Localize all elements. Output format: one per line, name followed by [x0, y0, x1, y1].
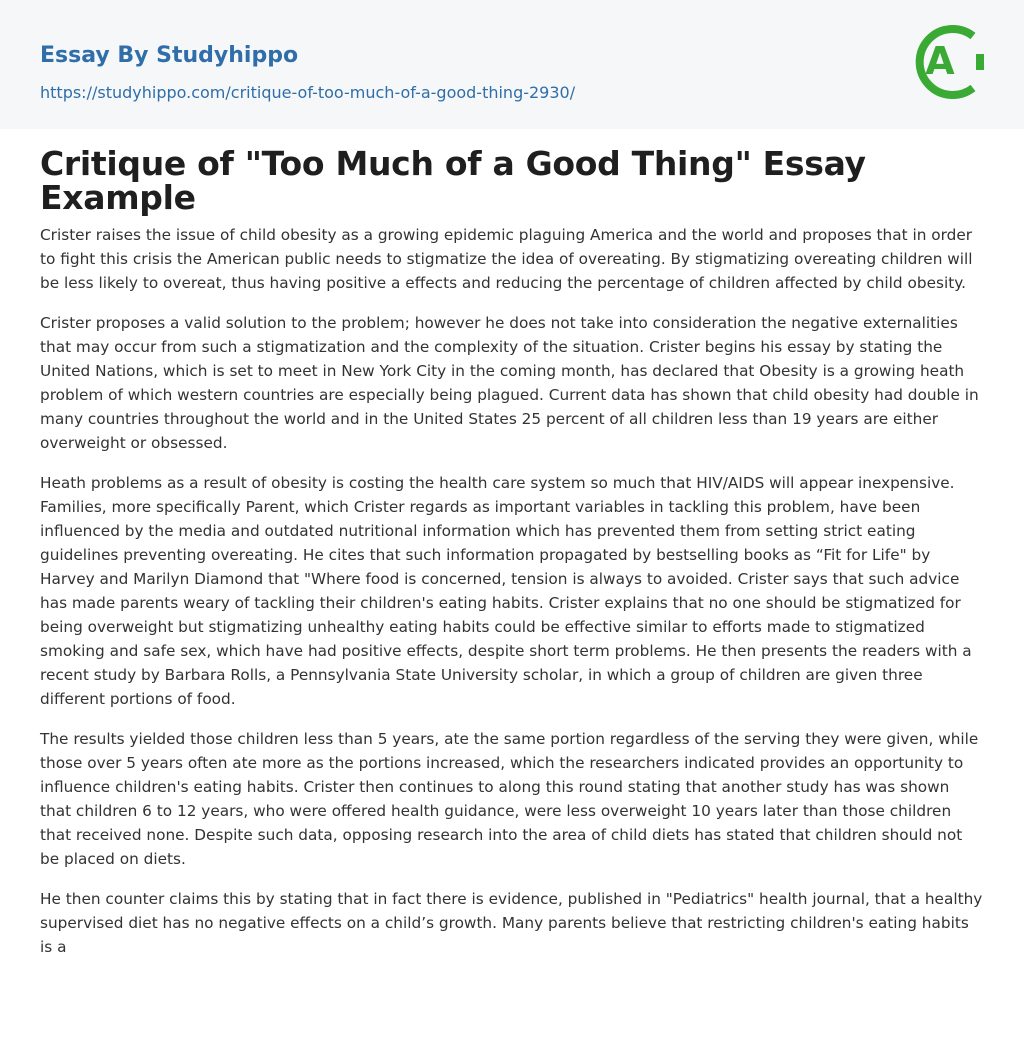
paragraph: He then counter claims this by stating that in fact there is evidence, published in "Pediatrics" health journal, that a healthy supervised diet has no negative effects on a child’s growth. Many parents believe that restricting children's eating habits is a [40, 890, 983, 956]
article [0, 129, 1024, 959]
essay-url-link[interactable]: https://studyhippo.com/critique-of-too-much-of-a-good-thing-2930/ [40, 83, 576, 102]
logo-ring-cap [976, 54, 984, 70]
site-header [0, 0, 1024, 129]
logo-svg [913, 20, 985, 104]
paragraph: The results yielded those children less than 5 years, ate the same portion regardless of the serving they were given, while those over 5 years often ate more as the portions increased, which the researchers indicated provides an opportunity to influence children's eating habits. Crister then continues to along this round stating that another study has was shown that children 6 to 12 years, who were offered health guidance, were less overweight 10 years later than those children that received none. Despite such data, opposing research into the area of child diets has stated that children should not be placed on diets. [40, 730, 979, 868]
studyhippo-logo-icon[interactable] [913, 20, 985, 104]
paragraph: Heath problems as a result of obesity is costing the health care system so much that HIV/AIDS will appear inexpensive. Families, more specifically Parent, which Crister regards as important variables in tackling this problem, have been influenced by the media and outdated nutritional information which has prevented them from setting strict eating guidelines preventing overeating. He cites that such information propagated by bestselling books as “Fit for Life" by Harvey and Marilyn Diamond that "Where food is concerned, tension is always to avoided. Crister says that such advice has made parents weary of tackling their children's eating habits. Crister explains that no one should be stigmatized for being overweight but stigmatizing unhealthy eating habits could be effective similar to efforts made to stigmatized smoking and safe sex, which have had positive effects, despite short term problems. He then presents the readers with a recent study by Barbara Rolls, a Pennsylvania State University scholar, in which a group of children are given three different portions of food. [40, 474, 972, 708]
logo-letter: A [925, 39, 955, 83]
brand-title[interactable]: Essay By Studyhippo [40, 43, 299, 68]
paragraph: Crister proposes a valid solution to the problem; however he does not take into consideration the negative externalities that may occur from such a stigmatization and the complexity of the situation. Crister begins his essay by stating the United Nations, which is set to meet in New York City in the coming month, has declared that Obesity is a growing heath problem of which western countries are especially being plagued. Current data has shown that child obesity had double in many countries throughout the world and in the United States 25 percent of all children less than 19 years are either overweight or obsessed. [40, 314, 979, 452]
page-title: Critique of "Too Much of a Good Thing" Essay Example [40, 144, 866, 217]
paragraph: Crister raises the issue of child obesity as a growing epidemic plaguing America and the world and proposes that in order to fight this crisis the American public needs to stigmatize the idea of overeating. By stigmatizing overeating children will be less likely to overeat, thus having positive a effects and reducing the percentage of children affected by child obesity. [40, 226, 973, 292]
